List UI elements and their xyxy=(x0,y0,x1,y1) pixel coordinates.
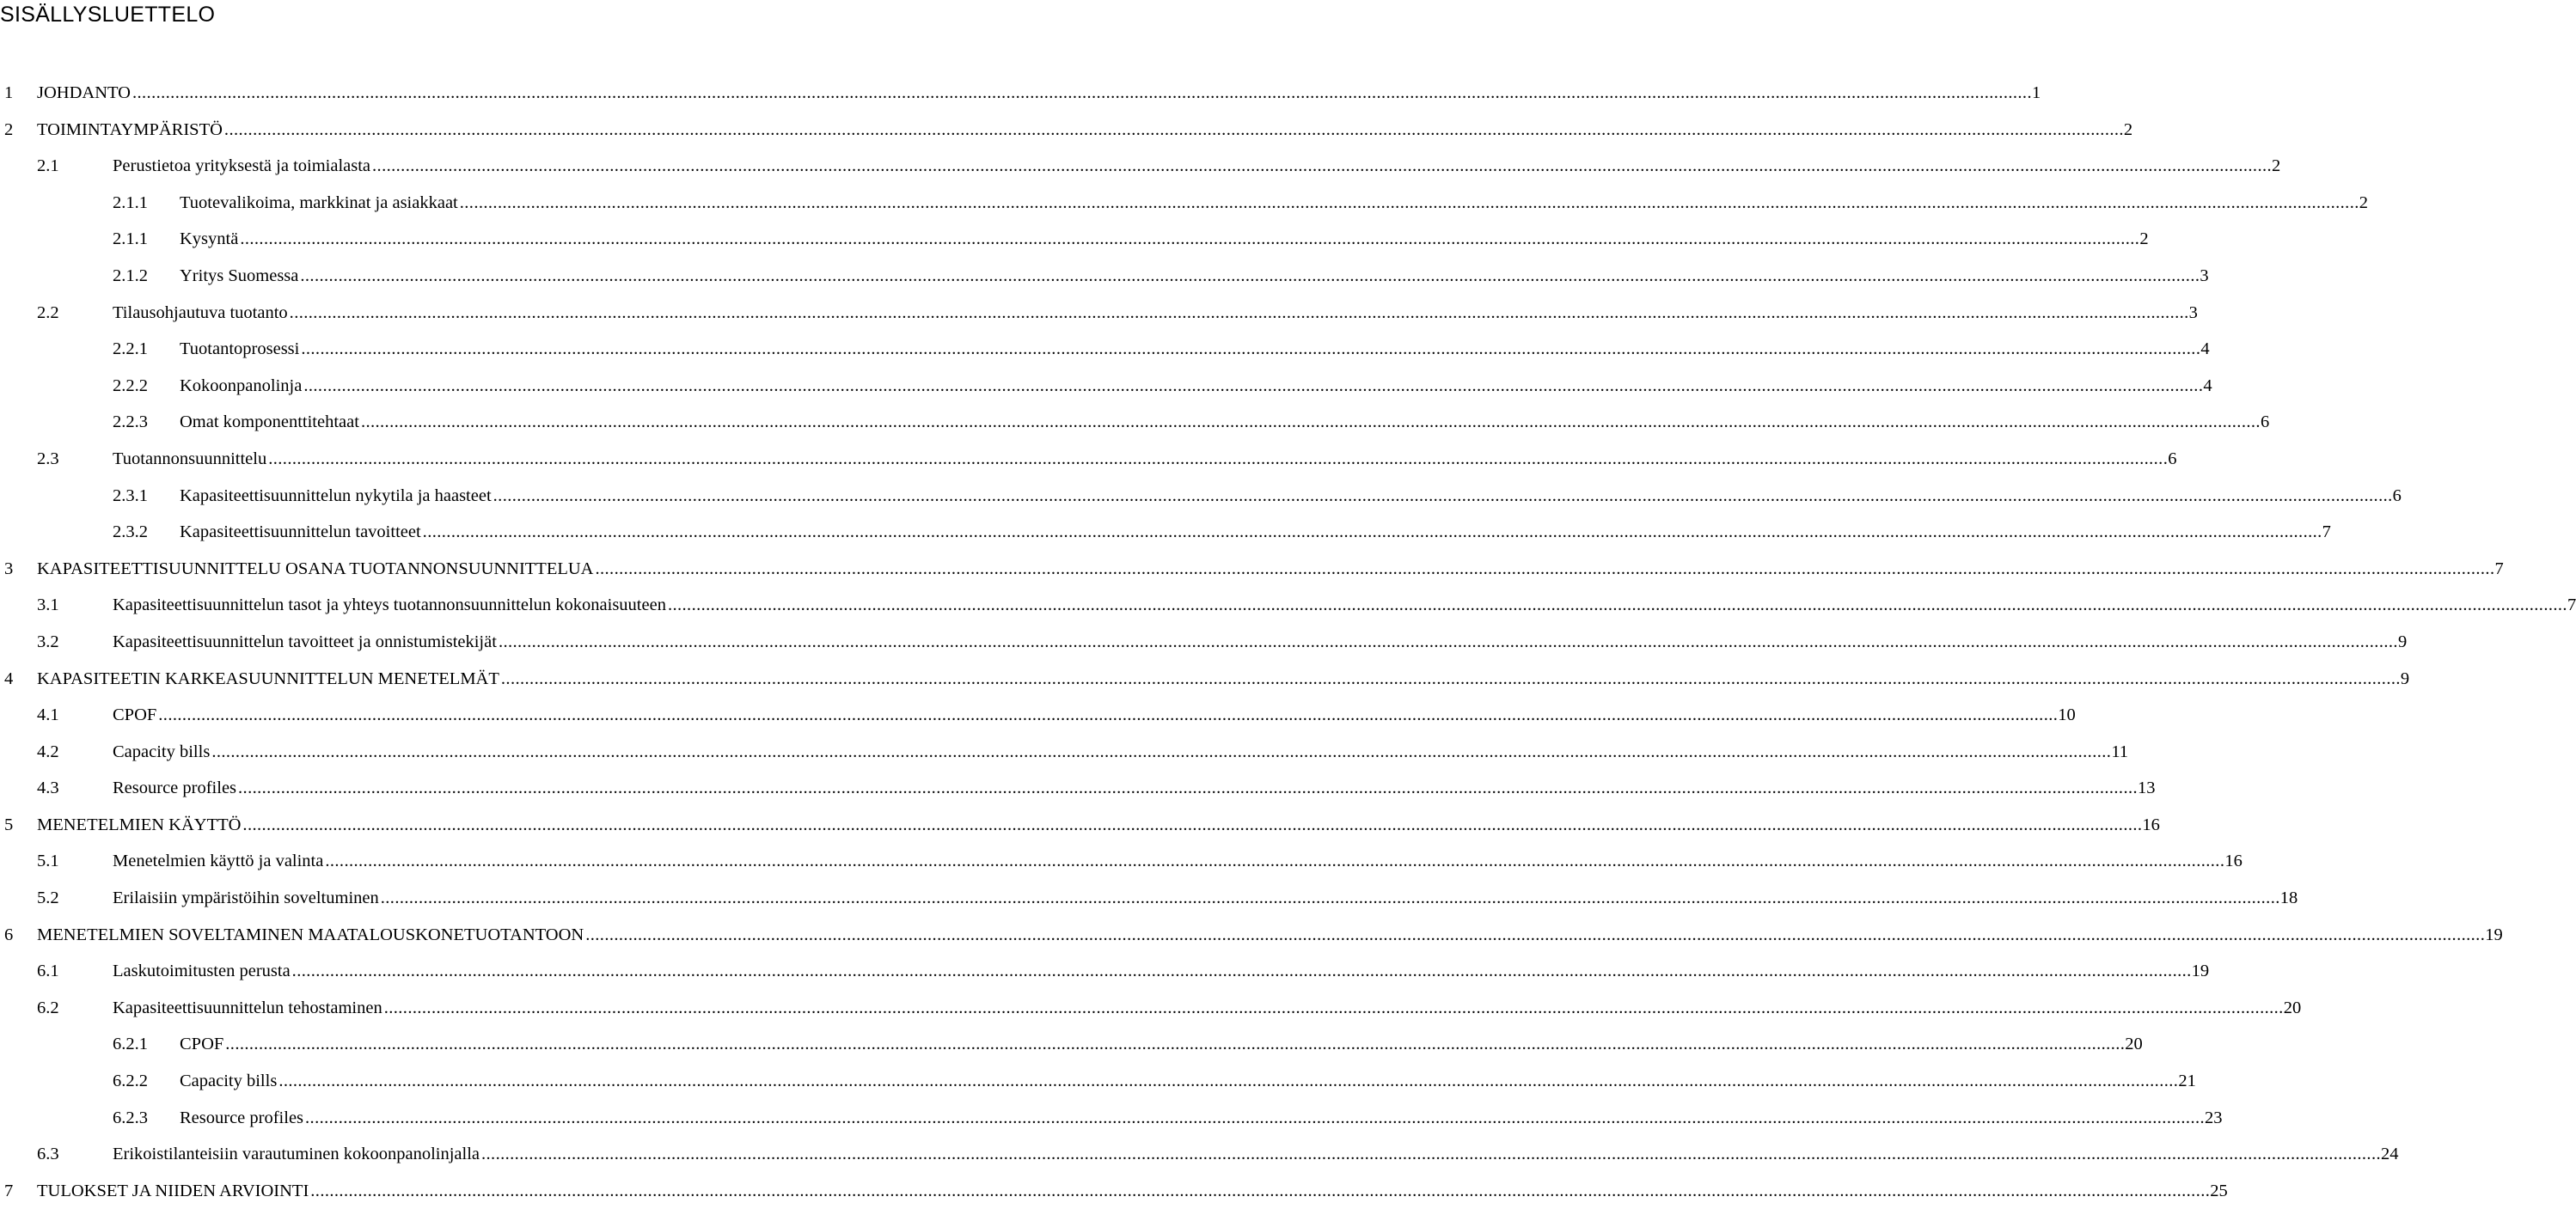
toc-entry-title: KAPASITEETTISUUNNITTELU OSANA TUOTANNONSUUNNITTELUA xyxy=(37,559,594,578)
toc-entry-title: Kapasiteettisuunnittelun tavoitteet ja onnistumistekijät xyxy=(113,632,497,651)
toc-entry[interactable] xyxy=(0,1026,2143,1063)
dot-leader: ................................................................................................................................................................................................................................................................................................................................................................................................................ xyxy=(380,888,2280,908)
toc-entry-line xyxy=(113,295,2198,332)
toc-entry-line xyxy=(180,1063,2196,1100)
dot-leader: ................................................................................................................................................................................................................................................................................................................................................................................................................ xyxy=(223,119,2124,139)
toc-entry-line xyxy=(37,807,2160,844)
toc-entry-line xyxy=(180,331,2210,368)
toc-entry-line xyxy=(180,368,2212,405)
toc-entry-page-number: 4 xyxy=(2200,339,2210,359)
dot-leader: ................................................................................................................................................................................................................................................................................................................................................................................................................ xyxy=(225,1035,2126,1054)
toc-entry[interactable] xyxy=(0,1100,2223,1137)
toc-entry-number: 5.2 xyxy=(37,888,59,908)
toc-entry[interactable] xyxy=(0,770,2156,807)
toc-entry-line xyxy=(180,1100,2223,1137)
toc-entry[interactable] xyxy=(0,514,2331,551)
dot-leader: ................................................................................................................................................................................................................................................................................................................................................................................................................ xyxy=(493,485,2393,505)
dot-leader: ................................................................................................................................................................................................................................................................................................................................................................................................................ xyxy=(372,156,2273,176)
dot-leader: ................................................................................................................................................................................................................................................................................................................................................................................................................ xyxy=(289,302,2189,322)
toc-entry-page-number: 7 xyxy=(2494,559,2504,578)
toc-entry[interactable] xyxy=(0,1173,2228,1209)
toc-entry-line xyxy=(180,404,2270,441)
toc-entry-page-number: 19 xyxy=(2485,925,2503,944)
toc-entry-page-number: 18 xyxy=(2279,888,2298,908)
toc-entry-number: 7 xyxy=(4,1181,14,1200)
toc-entry-title: Resource profiles xyxy=(113,779,237,798)
toc-entry-title: Tuotannonsuunnittelu xyxy=(113,449,267,468)
toc-entry-page-number: 6 xyxy=(2168,449,2177,468)
toc-entry-page-number: 6 xyxy=(2392,485,2402,505)
toc-entry-page-number: 24 xyxy=(2381,1145,2399,1164)
toc-entry-line xyxy=(113,587,2576,624)
toc-entry-page-number: 11 xyxy=(2111,742,2129,761)
dot-leader: ................................................................................................................................................................................................................................................................................................................................................................................................................ xyxy=(383,998,2284,1017)
toc-entry-page-number: 3 xyxy=(2188,302,2198,322)
toc-entry-page-number: 1 xyxy=(2031,83,2041,102)
toc-entry-line xyxy=(180,478,2402,515)
dot-leader: ................................................................................................................................................................................................................................................................................................................................................................................................................ xyxy=(310,1181,2211,1200)
dot-leader: ................................................................................................................................................................................................................................................................................................................................................................................................................ xyxy=(301,339,2201,359)
toc-entry[interactable] xyxy=(0,221,2149,258)
dot-leader: ................................................................................................................................................................................................................................................................................................................................................................................................................ xyxy=(422,522,2322,542)
dot-leader: ................................................................................................................................................................................................................................................................................................................................................................................................................ xyxy=(278,1072,2179,1091)
toc-entry-number: 6.2.2 xyxy=(113,1072,148,1091)
toc-entry-page-number: 2 xyxy=(2272,156,2281,176)
toc-entry[interactable] xyxy=(0,917,2503,954)
toc-entry-page-number: 20 xyxy=(2283,998,2302,1017)
toc-entry-number: 4.1 xyxy=(37,705,59,725)
toc-entry-title: Tilausohjautuva tuotanto xyxy=(113,302,288,322)
toc-entry-title: Yritys Suomessa xyxy=(180,266,299,285)
toc-entry-title: Kapasiteettisuunnittelun nykytila ja haasteet xyxy=(180,485,492,505)
dot-leader: ................................................................................................................................................................................................................................................................................................................................................................................................................ xyxy=(300,266,2200,285)
toc-entry-line xyxy=(113,770,2156,807)
toc-entry-line xyxy=(113,880,2298,917)
toc-entry-number: 2.1.1 xyxy=(113,229,148,249)
dot-leader: ................................................................................................................................................................................................................................................................................................................................................................................................................ xyxy=(500,669,2401,688)
toc-entry-title: Capacity bills xyxy=(180,1072,278,1091)
toc-entry-number: 4.3 xyxy=(37,779,59,798)
dot-leader: ................................................................................................................................................................................................................................................................................................................................................................................................................ xyxy=(211,742,2112,761)
toc-entry[interactable] xyxy=(0,441,2177,478)
toc-entry-page-number: 23 xyxy=(2205,1108,2223,1127)
toc-entry-title: Omat komponenttitehtaat xyxy=(180,412,359,432)
dot-leader: ................................................................................................................................................................................................................................................................................................................................................................................................................ xyxy=(325,852,2225,871)
toc-entry-number: 6.1 xyxy=(37,962,59,981)
toc-entry-line xyxy=(113,843,2243,880)
toc-entry-number: 2.1 xyxy=(37,156,59,176)
dot-leader: ................................................................................................................................................................................................................................................................................................................................................................................................................ xyxy=(158,705,2059,725)
toc-entry-line xyxy=(113,148,2281,185)
toc-entry-title: Laskutoimitusten perusta xyxy=(113,962,291,981)
toc-entry-page-number: 3 xyxy=(2200,266,2209,285)
toc-entry-line xyxy=(180,185,2368,222)
toc-entry-line xyxy=(180,221,2149,258)
toc-entry-number: 2.2.2 xyxy=(113,376,148,395)
dot-leader: ................................................................................................................................................................................................................................................................................................................................................................................................................ xyxy=(498,632,2398,651)
toc-entry-page-number: 7 xyxy=(2322,522,2331,542)
toc-entry-page-number: 4 xyxy=(2203,376,2212,395)
toc-entry-title: JOHDANTO xyxy=(37,83,131,102)
toc-entry[interactable] xyxy=(0,1063,2196,1100)
dot-leader: ................................................................................................................................................................................................................................................................................................................................................................................................................ xyxy=(240,229,2140,249)
toc-entry-number: 2.2.3 xyxy=(113,412,148,432)
toc-entry[interactable] xyxy=(0,843,2243,880)
toc-entry[interactable] xyxy=(0,661,2410,698)
toc-entry-line xyxy=(113,624,2408,661)
toc-entry[interactable] xyxy=(0,75,2041,112)
toc-entry-number: 5.1 xyxy=(37,852,59,871)
toc-entry-page-number: 10 xyxy=(2058,705,2076,725)
dot-leader: ................................................................................................................................................................................................................................................................................................................................................................................................................ xyxy=(268,449,2169,468)
toc-entry-line xyxy=(37,1173,2228,1209)
dot-leader: ................................................................................................................................................................................................................................................................................................................................................................................................................ xyxy=(481,1145,2381,1164)
toc-entry-page-number: 2 xyxy=(2123,119,2133,139)
toc-entry[interactable] xyxy=(0,185,2368,222)
toc-entry-title: TULOKSET JA NIIDEN ARVIOINTI xyxy=(37,1181,309,1200)
toc-entry[interactable] xyxy=(0,624,2408,661)
toc-entry[interactable] xyxy=(0,112,2133,149)
toc-entry[interactable] xyxy=(0,478,2402,515)
toc-entry-number: 3.2 xyxy=(37,632,59,651)
toc-entry-number: 2.1.1 xyxy=(113,192,148,212)
dot-leader: ................................................................................................................................................................................................................................................................................................................................................................................................................ xyxy=(132,83,2032,102)
toc-entry[interactable] xyxy=(0,587,2576,624)
toc-entry-line xyxy=(37,551,2504,588)
toc-entry-title: Kapasiteettisuunnittelun tavoitteet xyxy=(180,522,421,542)
toc-entry-title: Erilaisiin ympäristöihin soveltuminen xyxy=(113,888,379,908)
toc-entry-page-number: 20 xyxy=(2125,1035,2143,1054)
toc-entry-page-number: 7 xyxy=(2567,595,2576,615)
page-title: SISÄLLYSLUETTELO xyxy=(0,3,216,27)
toc-entry-number: 1 xyxy=(4,83,14,102)
toc-entry-page-number: 2 xyxy=(2359,192,2368,212)
toc-entry-title: Resource profiles xyxy=(180,1108,304,1127)
toc-entry-page-number: 9 xyxy=(2400,669,2410,688)
toc-entry-page-number: 13 xyxy=(2138,779,2156,798)
toc-entry-number: 6.2 xyxy=(37,998,59,1017)
toc-entry[interactable] xyxy=(0,697,2076,734)
toc-entry[interactable] xyxy=(0,734,2129,771)
toc-entry-title: Erikoistilanteisiin varautuminen kokoonpanolinjalla xyxy=(113,1145,480,1164)
toc-entry-number: 3 xyxy=(4,559,14,578)
toc-entry-title: MENETELMIEN KÄYTTÖ xyxy=(37,815,242,834)
toc-entry-page-number: 21 xyxy=(2178,1072,2196,1091)
toc-entry[interactable] xyxy=(0,880,2298,917)
dot-leader: ................................................................................................................................................................................................................................................................................................................................................................................................................ xyxy=(459,192,2359,212)
toc-entry-title: CPOF xyxy=(180,1035,224,1054)
dot-leader: ................................................................................................................................................................................................................................................................................................................................................................................................................ xyxy=(242,815,2143,834)
dot-leader: ................................................................................................................................................................................................................................................................................................................................................................................................................ xyxy=(667,595,2567,615)
dot-leader: ................................................................................................................................................................................................................................................................................................................................................................................................................ xyxy=(360,412,2261,432)
toc-entry-line xyxy=(113,697,2076,734)
toc-entry[interactable] xyxy=(0,404,2270,441)
toc-entry-page-number: 16 xyxy=(2142,815,2160,834)
toc-entry-title: Tuotevalikoima, markkinat ja asiakkaat xyxy=(180,192,458,212)
toc-entry-title: Kysyntä xyxy=(180,229,239,249)
toc-entry-line xyxy=(180,258,2209,295)
toc-entry-line xyxy=(113,990,2302,1027)
toc-entry-title: MENETELMIEN SOVELTAMINEN MAATALOUSKONETUOTANTOON xyxy=(37,925,584,944)
toc-entry-title: Kapasiteettisuunnittelun tasot ja yhteys tuotannonsuunnittelun kokonaisuuteen xyxy=(113,595,666,615)
toc-entry[interactable] xyxy=(0,331,2210,368)
dot-leader: ................................................................................................................................................................................................................................................................................................................................................................................................................ xyxy=(291,962,2192,981)
toc-entry[interactable] xyxy=(0,368,2212,405)
table-of-contents xyxy=(0,75,2576,1209)
toc-entry[interactable] xyxy=(0,807,2160,844)
toc-entry[interactable] xyxy=(0,990,2302,1027)
toc-entry-page-number: 9 xyxy=(2397,632,2408,651)
dot-leader: ................................................................................................................................................................................................................................................................................................................................................................................................................ xyxy=(595,559,2495,578)
toc-entry-title: CPOF xyxy=(113,705,157,725)
toc-entry[interactable] xyxy=(0,148,2281,185)
toc-entry-line xyxy=(180,514,2331,551)
dot-leader: ................................................................................................................................................................................................................................................................................................................................................................................................................ xyxy=(305,1108,2206,1127)
toc-entry-title: TOIMINTAYMPÄRISTÖ xyxy=(37,119,223,139)
toc-entry-page-number: 6 xyxy=(2260,412,2270,432)
toc-entry-page-number: 19 xyxy=(2191,962,2210,981)
toc-entry-number: 2.3.2 xyxy=(113,522,148,542)
toc-entry-line xyxy=(113,734,2129,771)
toc-entry-line xyxy=(37,75,2041,112)
toc-entry-title: KAPASITEETIN KARKEASUUNNITTELUN MENETELMÄT xyxy=(37,669,499,688)
toc-entry-number: 2.2.1 xyxy=(113,339,148,359)
toc-entry-page-number: 25 xyxy=(2210,1181,2228,1200)
toc-entry-title: Capacity bills xyxy=(113,742,211,761)
toc-entry-line xyxy=(113,953,2210,990)
toc-entry-line xyxy=(113,1136,2399,1173)
toc-entry-title: Perustietoa yrityksestä ja toimialasta xyxy=(113,156,371,176)
toc-entry-number: 6.2.3 xyxy=(113,1108,148,1127)
dot-leader: ................................................................................................................................................................................................................................................................................................................................................................................................................ xyxy=(238,779,2139,798)
toc-entry-title: Kapasiteettisuunnittelun tehostaminen xyxy=(113,998,382,1017)
toc-entry-line xyxy=(113,441,2177,478)
toc-entry-number: 4 xyxy=(4,669,14,688)
toc-entry-title: Menetelmien käyttö ja valinta xyxy=(113,852,324,871)
toc-entry-title: Kokoonpanolinja xyxy=(180,376,303,395)
toc-entry[interactable] xyxy=(0,1136,2399,1173)
toc-entry-number: 2.3 xyxy=(37,449,59,468)
toc-entry[interactable] xyxy=(0,258,2209,295)
toc-entry[interactable] xyxy=(0,953,2210,990)
toc-entry[interactable] xyxy=(0,295,2198,332)
toc-entry-number: 6.3 xyxy=(37,1145,59,1164)
toc-entry-number: 2 xyxy=(4,119,14,139)
toc-entry[interactable] xyxy=(0,551,2504,588)
toc-entry-number: 5 xyxy=(4,815,14,834)
toc-entry-number: 6.2.1 xyxy=(113,1035,148,1054)
toc-entry-page-number: 16 xyxy=(2224,852,2243,871)
toc-entry-number: 2.2 xyxy=(37,302,59,322)
toc-entry-number: 2.3.1 xyxy=(113,485,148,505)
toc-entry-line xyxy=(37,917,2503,954)
toc-entry-number: 4.2 xyxy=(37,742,59,761)
toc-entry-page-number: 2 xyxy=(2139,229,2149,249)
toc-entry-line xyxy=(180,1026,2143,1063)
toc-entry-number: 2.1.2 xyxy=(113,266,148,285)
toc-entry-line xyxy=(37,112,2133,149)
dot-leader: ................................................................................................................................................................................................................................................................................................................................................................................................................ xyxy=(303,376,2204,395)
toc-entry-number: 6 xyxy=(4,925,14,944)
toc-entry-line xyxy=(37,661,2410,698)
toc-entry-title: Tuotantoprosessi xyxy=(180,339,300,359)
dot-leader: ................................................................................................................................................................................................................................................................................................................................................................................................................ xyxy=(585,925,2486,944)
toc-entry-number: 3.1 xyxy=(37,595,59,615)
